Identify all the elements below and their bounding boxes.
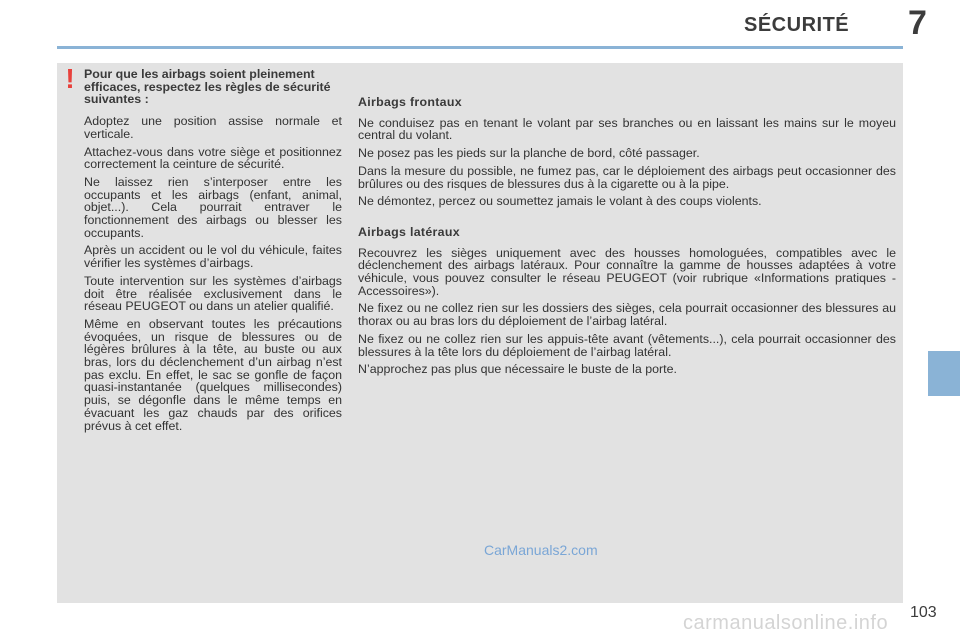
section-side-airbags bbox=[358, 226, 896, 376]
warning-paragraph: Après un accident ou le vol du véhicule, faites vérifier les systèmes d’airbags. bbox=[84, 243, 342, 271]
section-paragraph: Ne fixez ou ne collez rien sur les appuis-tête avant (vêtements...), cela pourrait occasionner des blessures à la tête lors du déploiement de l’airbag latéral. bbox=[358, 331, 896, 359]
section-paragraph: N’approchez pas plus que nécessaire le buste de la porte. bbox=[358, 362, 677, 377]
warning-paragraph: Adoptez une position assise normale et verticale. bbox=[84, 114, 342, 141]
footer-watermark: carmanualsonline.info bbox=[683, 612, 889, 634]
chapter-tab bbox=[928, 351, 960, 396]
main-column bbox=[358, 96, 896, 381]
header-divider bbox=[57, 46, 903, 49]
section-paragraph: Recouvrez les sièges uniquement avec des housses homologuées, compatibles avec le déclenchement des airbags latéraux. Pour connaître la gamme de housses adaptées à votre véhicule, vous pouvez consulter le réseau PEUGEOT (voir rubrique «Informations pratiques - Accessoires»). bbox=[358, 245, 896, 298]
section-paragraph: Ne conduisez pas en tenant le volant par ses branches ou en laissant les mains sur le moyeu central du volant. bbox=[358, 115, 896, 143]
warning-column bbox=[84, 68, 342, 437]
warning-paragraph: Toute intervention sur les systèmes d’airbags doit être réalisée exclusivement dans le réseau PEUGEOT ou dans un atelier qualifié. bbox=[84, 273, 342, 314]
section-paragraph: Dans la mesure du possible, ne fumez pas, car le déploiement des airbags peut occasionner des brûlures ou des risques de blessures dus à la cigarette ou à la pipe. bbox=[358, 163, 896, 191]
section-paragraph: Ne posez pas les pieds sur la planche de bord, côté passager. bbox=[358, 146, 700, 161]
section-frontal-airbags bbox=[358, 96, 896, 208]
warning-paragraph: Attachez-vous dans votre siège et positionnez correctement la ceinture de sécurité. bbox=[84, 144, 342, 172]
section-paragraph: Ne fixez ou ne collez rien sur les dossiers des sièges, cela pourrait occasionner des blessures au thorax ou au bras lors du déploiement de l’airbag latéral. bbox=[358, 301, 896, 329]
section-paragraph: Ne démontez, percez ou soumettez jamais le volant à des coups violents. bbox=[358, 194, 762, 209]
watermark-link[interactable]: CarManuals2.com bbox=[484, 542, 598, 558]
warning-heading: Pour que les airbags soient pleinement efficaces, respectez les règles de sécurité suivantes : bbox=[84, 67, 331, 107]
warning-paragraph: Même en observant toutes les précautions évoquées, un risque de blessures ou de légères brûlures à la tête, au buste ou aux bras, lors du déclenchement d’un airbag n’est pas exclu. En effet, le sac se gonfle de façon quasi-instantanée (quelques millisecondes) puis, se dégonfle dans le même temps en évacuant les gaz chauds par des orifices prévus à cet effet. bbox=[84, 316, 342, 433]
section-title: SÉCURITÉ bbox=[744, 14, 850, 36]
page-number: 103 bbox=[910, 604, 937, 621]
chapter-number: 7 bbox=[908, 4, 927, 42]
section-heading: Airbags latéraux bbox=[358, 224, 460, 239]
exclamation-icon: ! bbox=[65, 63, 75, 94]
warning-paragraph: Ne laissez rien s’interposer entre les occupants et les airbags (enfant, animal, objet...). Cela pourrait entraver le fonctionnement des airbags ou blesser les occupants. bbox=[84, 174, 342, 240]
section-heading: Airbags frontaux bbox=[358, 95, 462, 109]
